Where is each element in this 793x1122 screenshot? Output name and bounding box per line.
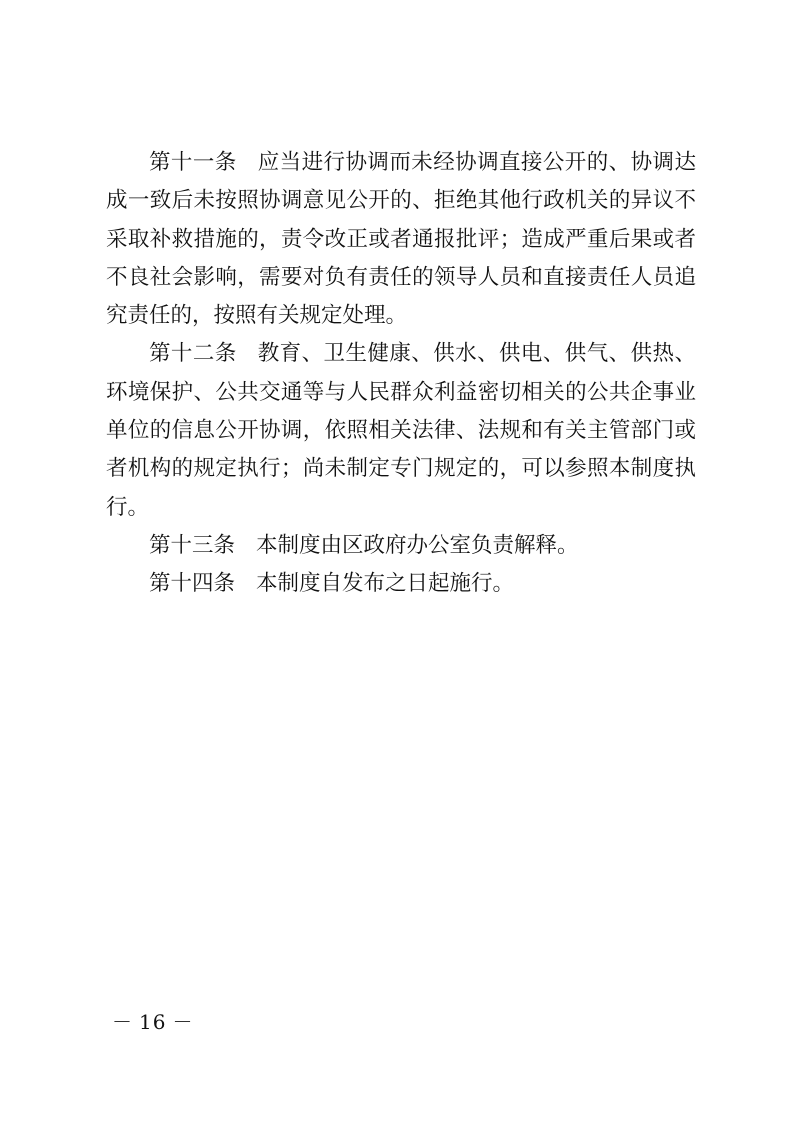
page-number-dash-right: － <box>172 1010 194 1034</box>
article-12 <box>106 335 696 526</box>
article-14-number: 第十四条 <box>149 571 236 597</box>
article-13-text: 本制度由区政府办公室负责解释。 <box>256 532 579 558</box>
article-11 <box>106 144 696 335</box>
article-12-text: 教育、卫生健康、供水、供电、供气、供热、环境保护、公共交通等与人民群众利益密切相关的公共企事业单位的信息公开协调，依照相关法律、法规和有关主管部门或者机构的规定执行；尚未制定专门规定的，可以参照本制度执行。 <box>106 341 696 520</box>
article-14 <box>106 565 696 603</box>
document-body <box>106 144 696 604</box>
article-12-number: 第十二条 <box>149 341 237 367</box>
article-13 <box>106 527 696 565</box>
page-number-footer <box>106 1008 199 1036</box>
page-number-dash-left: － <box>112 1010 133 1034</box>
page-number: 16 <box>139 1010 167 1034</box>
article-11-text: 应当进行协调而未经协调直接公开的、协调达成一致后未按照协调意见公开的、拒绝其他行政机关的异议不采取补救措施的，责令改正或者通报批评；造成严重后果或者不良社会影响，需要对负有责任的领导人员和直接责任人员追究责任的，按照有关规定处理。 <box>106 150 696 329</box>
article-11-number: 第十一条 <box>149 150 237 175</box>
article-13-number: 第十三条 <box>149 532 236 558</box>
article-14-text: 本制度自发布之日起施行。 <box>256 571 515 597</box>
